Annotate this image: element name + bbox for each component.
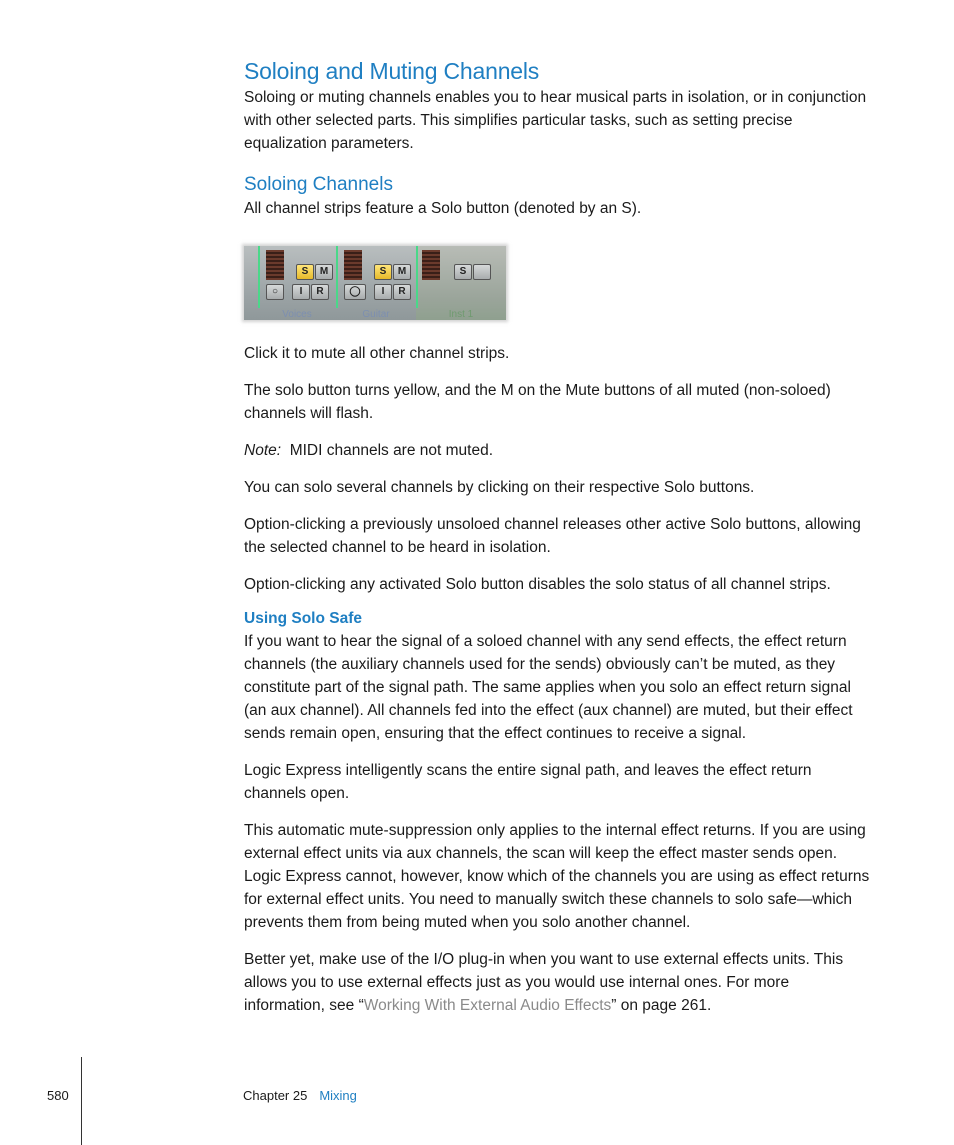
mute-button[interactable]: M [393,264,411,280]
page-title: Soloing and Muting Channels [244,58,540,84]
paragraph-text: ” on page 261. [611,997,712,1014]
input-monitor-button[interactable]: I [374,284,392,300]
paragraph-text: Better yet, make use of the I/O plug-in when you want to use external effects units. This allows you to use external effects just as you would use internal ones. For more information, see “ [244,951,844,1014]
input-monitor-button[interactable]: I [292,284,310,300]
paragraph: Option-clicking any activated Solo button disables the solo status of all channel strips. [244,576,831,593]
page-number: 580 [47,1088,69,1103]
paragraph: Logic Express intelligently scans the entire signal path, and leaves the effect return channels open. [244,762,812,802]
paragraph: Click it to mute all other channel strips. [244,345,510,362]
section-lead: All channel strips feature a Solo button (denoted by an S). [244,200,642,217]
strip-border [258,246,260,308]
strip-name-label: Voices [282,309,312,320]
cross-reference-link[interactable]: Working With External Audio Effects [363,997,612,1014]
running-footer [243,1088,357,1103]
paragraph: Option-clicking a previously unsoloed channel releases other active Solo buttons, allowing the selected channel to be heard in isolation. [244,516,861,556]
level-meter [344,250,362,280]
note-paragraph [244,439,874,462]
strip-border [336,246,338,308]
paragraph: The solo button turns yellow, and the M on the Mute buttons of all muted (non-soloed) channels will flash. [244,382,831,422]
page-content [244,56,874,1017]
solo-button[interactable]: S [374,264,392,280]
strip-name-label: Inst 1 [448,309,474,320]
strip-border [416,246,418,308]
channel-strip-figure [244,246,506,320]
mute-button[interactable]: M [315,264,333,280]
subsection-heading-solo-safe: Using Solo Safe [244,610,362,627]
format-button[interactable]: ○ [266,284,284,300]
level-meter [266,250,284,280]
strip-name-label: Guitar [362,309,390,320]
paragraph-with-link [244,948,874,1017]
section-heading-soloing-channels: Soloing Channels [244,174,393,195]
paragraph: This automatic mute-suppression only applies to the internal effect returns. If you are using external effect units via aux channels, the scan will keep the effect master sends open. Logic Express cannot, however, know which of the channels you are using as effect returns for external effect units. You need to manually switch these channels to solo safe—which prevents them from being muted when you solo another channel. [244,822,870,931]
paragraph: If you want to hear the signal of a soloed channel with any send effects, the effect return channels (the auxiliary channels used for the sends) obviously can’t be muted, as they constitute part of the signal path. The same applies when you solo an effect return signal (an aux channel). All channels fed into the effect (aux channel) are muted, but their effect sends remain open, ensuring that the effect continues to receive a signal. [244,633,853,742]
record-enable-button[interactable]: R [311,284,329,300]
solo-button[interactable]: S [296,264,314,280]
footer-divider [81,1057,82,1145]
mute-button[interactable] [473,264,491,280]
section-link[interactable]: Mixing [319,1088,357,1103]
record-enable-button[interactable]: R [393,284,411,300]
level-meter [422,250,440,280]
solo-button[interactable]: S [454,264,472,280]
note-text: MIDI channels are not muted. [289,442,494,459]
note-label: Note: [244,442,282,459]
stereo-format-button[interactable]: ◯ [344,284,366,300]
chapter-label: Chapter 25 [243,1088,308,1103]
intro-paragraph: Soloing or muting channels enables you to hear musical parts in isolation, or in conjunction with other selected parts. This simplifies particular tasks, such as setting precise equalization parameters. [244,89,867,152]
paragraph: You can solo several channels by clicking on their respective Solo buttons. [244,479,755,496]
